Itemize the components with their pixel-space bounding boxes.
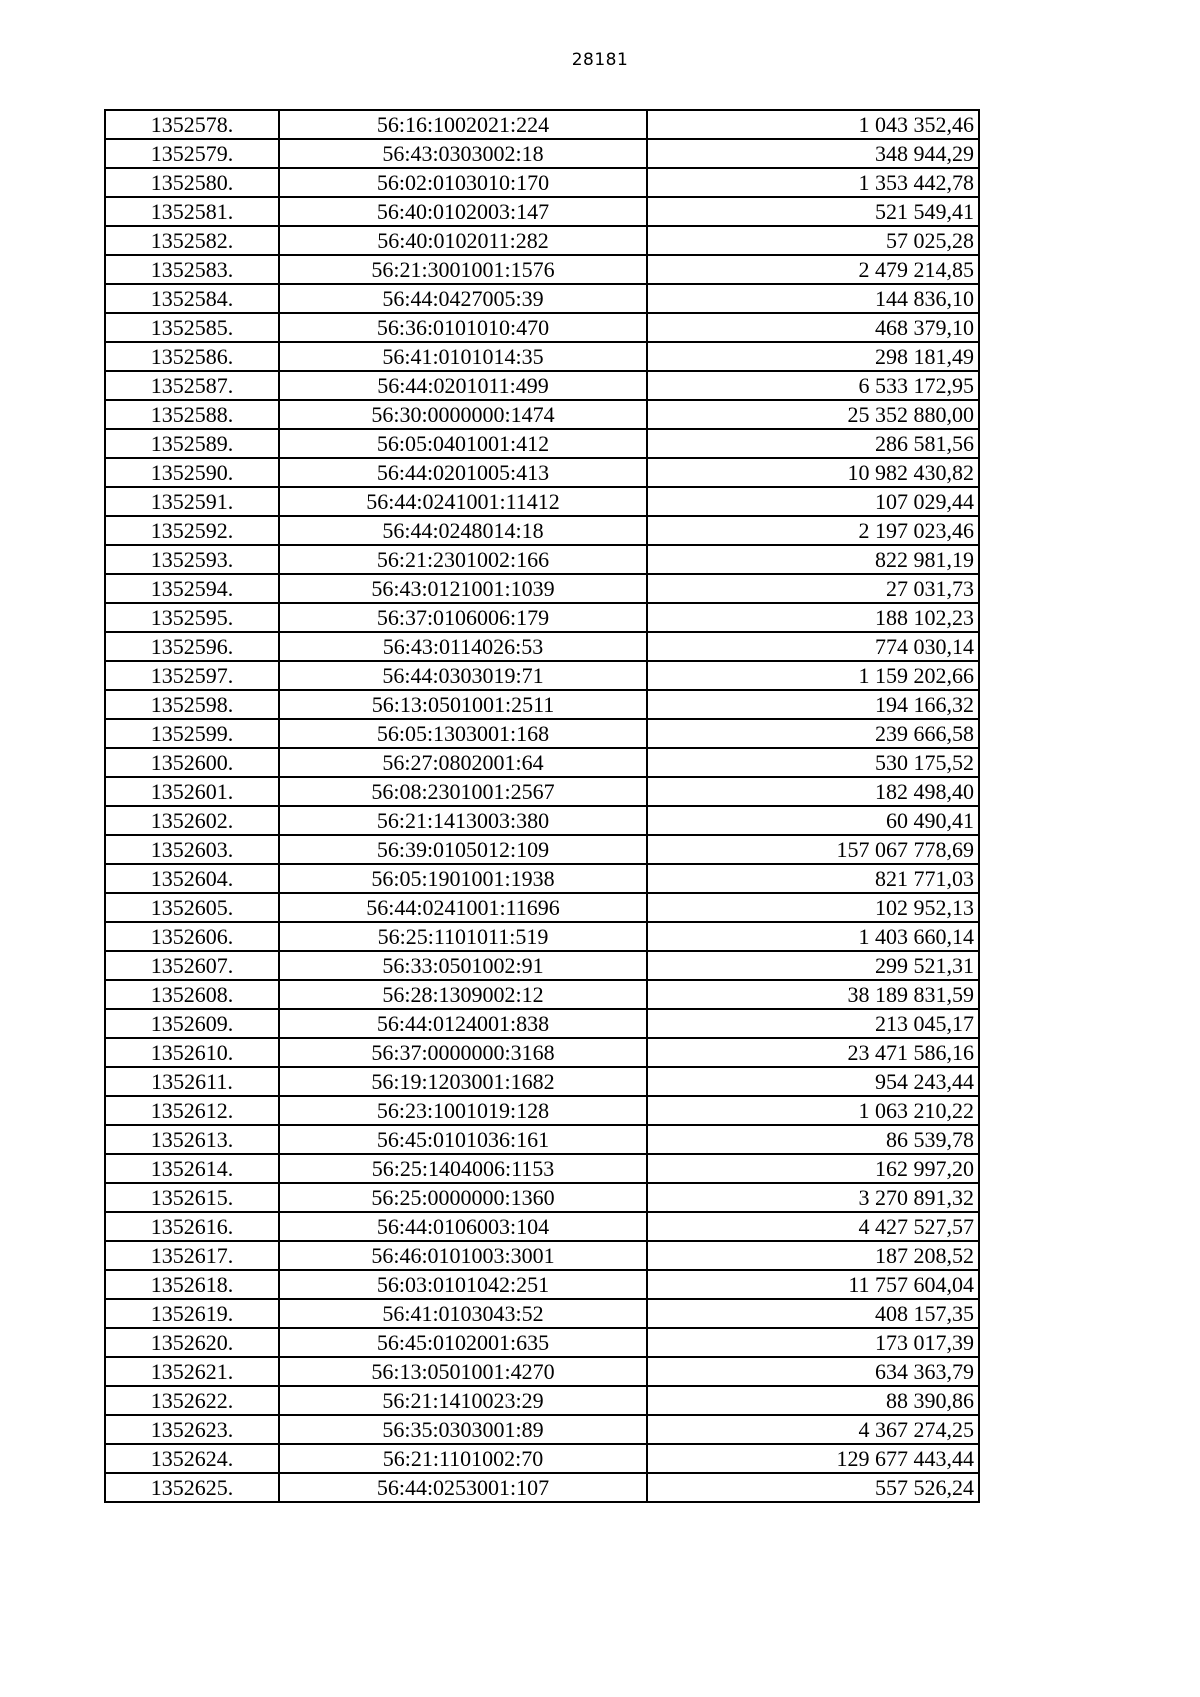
cadastral-value-cell: 2 197 023,46 <box>647 516 979 545</box>
cadastral-value-cell: 157 067 778,69 <box>647 835 979 864</box>
table-row <box>105 1154 979 1183</box>
row-number-cell: 1352613. <box>105 1125 279 1154</box>
table-row <box>105 342 979 371</box>
table-row <box>105 371 979 400</box>
cadastral-number-cell: 56:02:0103010:170 <box>279 168 647 197</box>
table-row <box>105 748 979 777</box>
table-row <box>105 1386 979 1415</box>
row-number-cell: 1352593. <box>105 545 279 574</box>
cadastral-number-cell: 56:43:0121001:1039 <box>279 574 647 603</box>
row-number-cell: 1352599. <box>105 719 279 748</box>
row-number-cell: 1352616. <box>105 1212 279 1241</box>
cadastral-number-cell: 56:05:1303001:168 <box>279 719 647 748</box>
cadastral-number-cell: 56:16:1002021:224 <box>279 110 647 139</box>
table-row <box>105 516 979 545</box>
table-row <box>105 574 979 603</box>
cadastral-number-cell: 56:19:1203001:1682 <box>279 1067 647 1096</box>
table-row <box>105 255 979 284</box>
table-row <box>105 1473 979 1502</box>
row-number-cell: 1352580. <box>105 168 279 197</box>
table-row <box>105 168 979 197</box>
table-row <box>105 313 979 342</box>
row-number-cell: 1352585. <box>105 313 279 342</box>
cadastral-value-cell: 1 353 442,78 <box>647 168 979 197</box>
table-row <box>105 400 979 429</box>
table-row <box>105 545 979 574</box>
cadastral-value-cell: 27 031,73 <box>647 574 979 603</box>
table-row <box>105 1357 979 1386</box>
cadastral-value-cell: 86 539,78 <box>647 1125 979 1154</box>
cadastral-value-cell: 129 677 443,44 <box>647 1444 979 1473</box>
cadastral-value-cell: 1 063 210,22 <box>647 1096 979 1125</box>
row-number-cell: 1352590. <box>105 458 279 487</box>
cadastral-number-cell: 56:44:0124001:838 <box>279 1009 647 1038</box>
row-number-cell: 1352615. <box>105 1183 279 1212</box>
page-number: 28181 <box>571 50 629 70</box>
cadastral-value-cell: 408 157,35 <box>647 1299 979 1328</box>
cadastral-value-table <box>104 109 980 1503</box>
cadastral-value-cell: 468 379,10 <box>647 313 979 342</box>
table-row <box>105 1444 979 1473</box>
table-row <box>105 951 979 980</box>
table-row <box>105 1270 979 1299</box>
row-number-cell: 1352591. <box>105 487 279 516</box>
cadastral-value-cell: 521 549,41 <box>647 197 979 226</box>
row-number-cell: 1352608. <box>105 980 279 1009</box>
cadastral-number-cell: 56:23:1001019:128 <box>279 1096 647 1125</box>
cadastral-value-cell: 107 029,44 <box>647 487 979 516</box>
row-number-cell: 1352584. <box>105 284 279 313</box>
table-row <box>105 922 979 951</box>
cadastral-value-cell: 4 367 274,25 <box>647 1415 979 1444</box>
table-row <box>105 1212 979 1241</box>
table-body <box>105 110 979 1502</box>
cadastral-value-cell: 298 181,49 <box>647 342 979 371</box>
cadastral-number-cell: 56:27:0802001:64 <box>279 748 647 777</box>
cadastral-number-cell: 56:43:0114026:53 <box>279 632 647 661</box>
cadastral-value-cell: 822 981,19 <box>647 545 979 574</box>
cadastral-number-cell: 56:05:0401001:412 <box>279 429 647 458</box>
table-row <box>105 1096 979 1125</box>
table-row <box>105 487 979 516</box>
cadastral-number-cell: 56:44:0106003:104 <box>279 1212 647 1241</box>
cadastral-number-cell: 56:44:0253001:107 <box>279 1473 647 1502</box>
table-row <box>105 1009 979 1038</box>
row-number-cell: 1352594. <box>105 574 279 603</box>
cadastral-value-cell: 11 757 604,04 <box>647 1270 979 1299</box>
cadastral-number-cell: 56:41:0101014:35 <box>279 342 647 371</box>
cadastral-number-cell: 56:41:0103043:52 <box>279 1299 647 1328</box>
table-row <box>105 458 979 487</box>
cadastral-value-cell: 162 997,20 <box>647 1154 979 1183</box>
cadastral-number-cell: 56:39:0105012:109 <box>279 835 647 864</box>
table-row <box>105 632 979 661</box>
cadastral-number-cell: 56:13:0501001:4270 <box>279 1357 647 1386</box>
cadastral-number-cell: 56:36:0101010:470 <box>279 313 647 342</box>
table-row <box>105 197 979 226</box>
cadastral-number-cell: 56:25:1101011:519 <box>279 922 647 951</box>
cadastral-value-cell: 102 952,13 <box>647 893 979 922</box>
table-row <box>105 1241 979 1270</box>
row-number-cell: 1352611. <box>105 1067 279 1096</box>
cadastral-number-cell: 56:35:0303001:89 <box>279 1415 647 1444</box>
cadastral-value-cell: 774 030,14 <box>647 632 979 661</box>
table-row <box>105 429 979 458</box>
table-row <box>105 661 979 690</box>
row-number-cell: 1352618. <box>105 1270 279 1299</box>
table-row <box>105 777 979 806</box>
row-number-cell: 1352619. <box>105 1299 279 1328</box>
row-number-cell: 1352597. <box>105 661 279 690</box>
row-number-cell: 1352587. <box>105 371 279 400</box>
cadastral-number-cell: 56:08:2301001:2567 <box>279 777 647 806</box>
row-number-cell: 1352578. <box>105 110 279 139</box>
table-row <box>105 603 979 632</box>
cadastral-value-cell: 173 017,39 <box>647 1328 979 1357</box>
table-row <box>105 1183 979 1212</box>
row-number-cell: 1352623. <box>105 1415 279 1444</box>
table-row <box>105 1299 979 1328</box>
table-row <box>105 139 979 168</box>
cadastral-number-cell: 56:28:1309002:12 <box>279 980 647 1009</box>
cadastral-value-cell: 23 471 586,16 <box>647 1038 979 1067</box>
table-row <box>105 226 979 255</box>
cadastral-number-cell: 56:44:0241001:11412 <box>279 487 647 516</box>
cadastral-number-cell: 56:37:0000000:3168 <box>279 1038 647 1067</box>
row-number-cell: 1352624. <box>105 1444 279 1473</box>
table-row <box>105 719 979 748</box>
cadastral-number-cell: 56:40:0102003:147 <box>279 197 647 226</box>
cadastral-value-cell: 2 479 214,85 <box>647 255 979 284</box>
table-row <box>105 980 979 1009</box>
row-number-cell: 1352606. <box>105 922 279 951</box>
row-number-cell: 1352588. <box>105 400 279 429</box>
table-row <box>105 1328 979 1357</box>
table-row <box>105 893 979 922</box>
cadastral-number-cell: 56:21:1410023:29 <box>279 1386 647 1415</box>
row-number-cell: 1352601. <box>105 777 279 806</box>
cadastral-value-cell: 530 175,52 <box>647 748 979 777</box>
cadastral-number-cell: 56:44:0427005:39 <box>279 284 647 313</box>
row-number-cell: 1352617. <box>105 1241 279 1270</box>
cadastral-value-cell: 10 982 430,82 <box>647 458 979 487</box>
row-number-cell: 1352612. <box>105 1096 279 1125</box>
cadastral-number-cell: 56:44:0201011:499 <box>279 371 647 400</box>
cadastral-number-cell: 56:44:0303019:71 <box>279 661 647 690</box>
row-number-cell: 1352581. <box>105 197 279 226</box>
cadastral-value-cell: 299 521,31 <box>647 951 979 980</box>
row-number-cell: 1352625. <box>105 1473 279 1502</box>
cadastral-number-cell: 56:25:0000000:1360 <box>279 1183 647 1212</box>
row-number-cell: 1352596. <box>105 632 279 661</box>
table-row <box>105 835 979 864</box>
cadastral-number-cell: 56:45:0101036:161 <box>279 1125 647 1154</box>
table-row <box>105 690 979 719</box>
cadastral-number-cell: 56:21:2301002:166 <box>279 545 647 574</box>
cadastral-number-cell: 56:13:0501001:2511 <box>279 690 647 719</box>
cadastral-number-cell: 56:46:0101003:3001 <box>279 1241 647 1270</box>
cadastral-value-cell: 3 270 891,32 <box>647 1183 979 1212</box>
cadastral-value-cell: 557 526,24 <box>647 1473 979 1502</box>
cadastral-value-cell: 634 363,79 <box>647 1357 979 1386</box>
table-row <box>105 806 979 835</box>
cadastral-value-cell: 182 498,40 <box>647 777 979 806</box>
cadastral-value-cell: 144 836,10 <box>647 284 979 313</box>
row-number-cell: 1352583. <box>105 255 279 284</box>
cadastral-value-cell: 38 189 831,59 <box>647 980 979 1009</box>
table-row <box>105 110 979 139</box>
cadastral-number-cell: 56:05:1901001:1938 <box>279 864 647 893</box>
row-number-cell: 1352620. <box>105 1328 279 1357</box>
cadastral-value-cell: 88 390,86 <box>647 1386 979 1415</box>
row-number-cell: 1352592. <box>105 516 279 545</box>
cadastral-value-cell: 1 159 202,66 <box>647 661 979 690</box>
cadastral-value-cell: 213 045,17 <box>647 1009 979 1038</box>
cadastral-value-cell: 1 043 352,46 <box>647 110 979 139</box>
cadastral-value-cell: 286 581,56 <box>647 429 979 458</box>
row-number-cell: 1352621. <box>105 1357 279 1386</box>
row-number-cell: 1352598. <box>105 690 279 719</box>
cadastral-value-cell: 6 533 172,95 <box>647 371 979 400</box>
row-number-cell: 1352589. <box>105 429 279 458</box>
cadastral-number-cell: 56:03:0101042:251 <box>279 1270 647 1299</box>
row-number-cell: 1352607. <box>105 951 279 980</box>
row-number-cell: 1352622. <box>105 1386 279 1415</box>
cadastral-value-cell: 239 666,58 <box>647 719 979 748</box>
cadastral-number-cell: 56:33:0501002:91 <box>279 951 647 980</box>
cadastral-value-cell: 57 025,28 <box>647 226 979 255</box>
cadastral-value-cell: 60 490,41 <box>647 806 979 835</box>
row-number-cell: 1352579. <box>105 139 279 168</box>
cadastral-number-cell: 56:25:1404006:1153 <box>279 1154 647 1183</box>
cadastral-number-cell: 56:37:0106006:179 <box>279 603 647 632</box>
row-number-cell: 1352586. <box>105 342 279 371</box>
cadastral-value-cell: 194 166,32 <box>647 690 979 719</box>
cadastral-number-cell: 56:21:3001001:1576 <box>279 255 647 284</box>
cadastral-number-cell: 56:44:0241001:11696 <box>279 893 647 922</box>
row-number-cell: 1352595. <box>105 603 279 632</box>
table-row <box>105 1067 979 1096</box>
cadastral-value-cell: 1 403 660,14 <box>647 922 979 951</box>
cadastral-value-cell: 954 243,44 <box>647 1067 979 1096</box>
table-row <box>105 864 979 893</box>
row-number-cell: 1352610. <box>105 1038 279 1067</box>
cadastral-value-cell: 821 771,03 <box>647 864 979 893</box>
cadastral-number-cell: 56:21:1101002:70 <box>279 1444 647 1473</box>
table-row <box>105 284 979 313</box>
table-row <box>105 1038 979 1067</box>
table-row <box>105 1415 979 1444</box>
cadastral-number-cell: 56:21:1413003:380 <box>279 806 647 835</box>
cadastral-value-cell: 25 352 880,00 <box>647 400 979 429</box>
cadastral-number-cell: 56:30:0000000:1474 <box>279 400 647 429</box>
row-number-cell: 1352605. <box>105 893 279 922</box>
cadastral-number-cell: 56:44:0248014:18 <box>279 516 647 545</box>
row-number-cell: 1352603. <box>105 835 279 864</box>
cadastral-value-cell: 348 944,29 <box>647 139 979 168</box>
row-number-cell: 1352582. <box>105 226 279 255</box>
table-row <box>105 1125 979 1154</box>
row-number-cell: 1352609. <box>105 1009 279 1038</box>
cadastral-number-cell: 56:43:0303002:18 <box>279 139 647 168</box>
cadastral-number-cell: 56:40:0102011:282 <box>279 226 647 255</box>
row-number-cell: 1352614. <box>105 1154 279 1183</box>
row-number-cell: 1352600. <box>105 748 279 777</box>
cadastral-number-cell: 56:45:0102001:635 <box>279 1328 647 1357</box>
cadastral-value-cell: 187 208,52 <box>647 1241 979 1270</box>
cadastral-value-cell: 4 427 527,57 <box>647 1212 979 1241</box>
cadastral-number-cell: 56:44:0201005:413 <box>279 458 647 487</box>
cadastral-value-cell: 188 102,23 <box>647 603 979 632</box>
row-number-cell: 1352602. <box>105 806 279 835</box>
row-number-cell: 1352604. <box>105 864 279 893</box>
